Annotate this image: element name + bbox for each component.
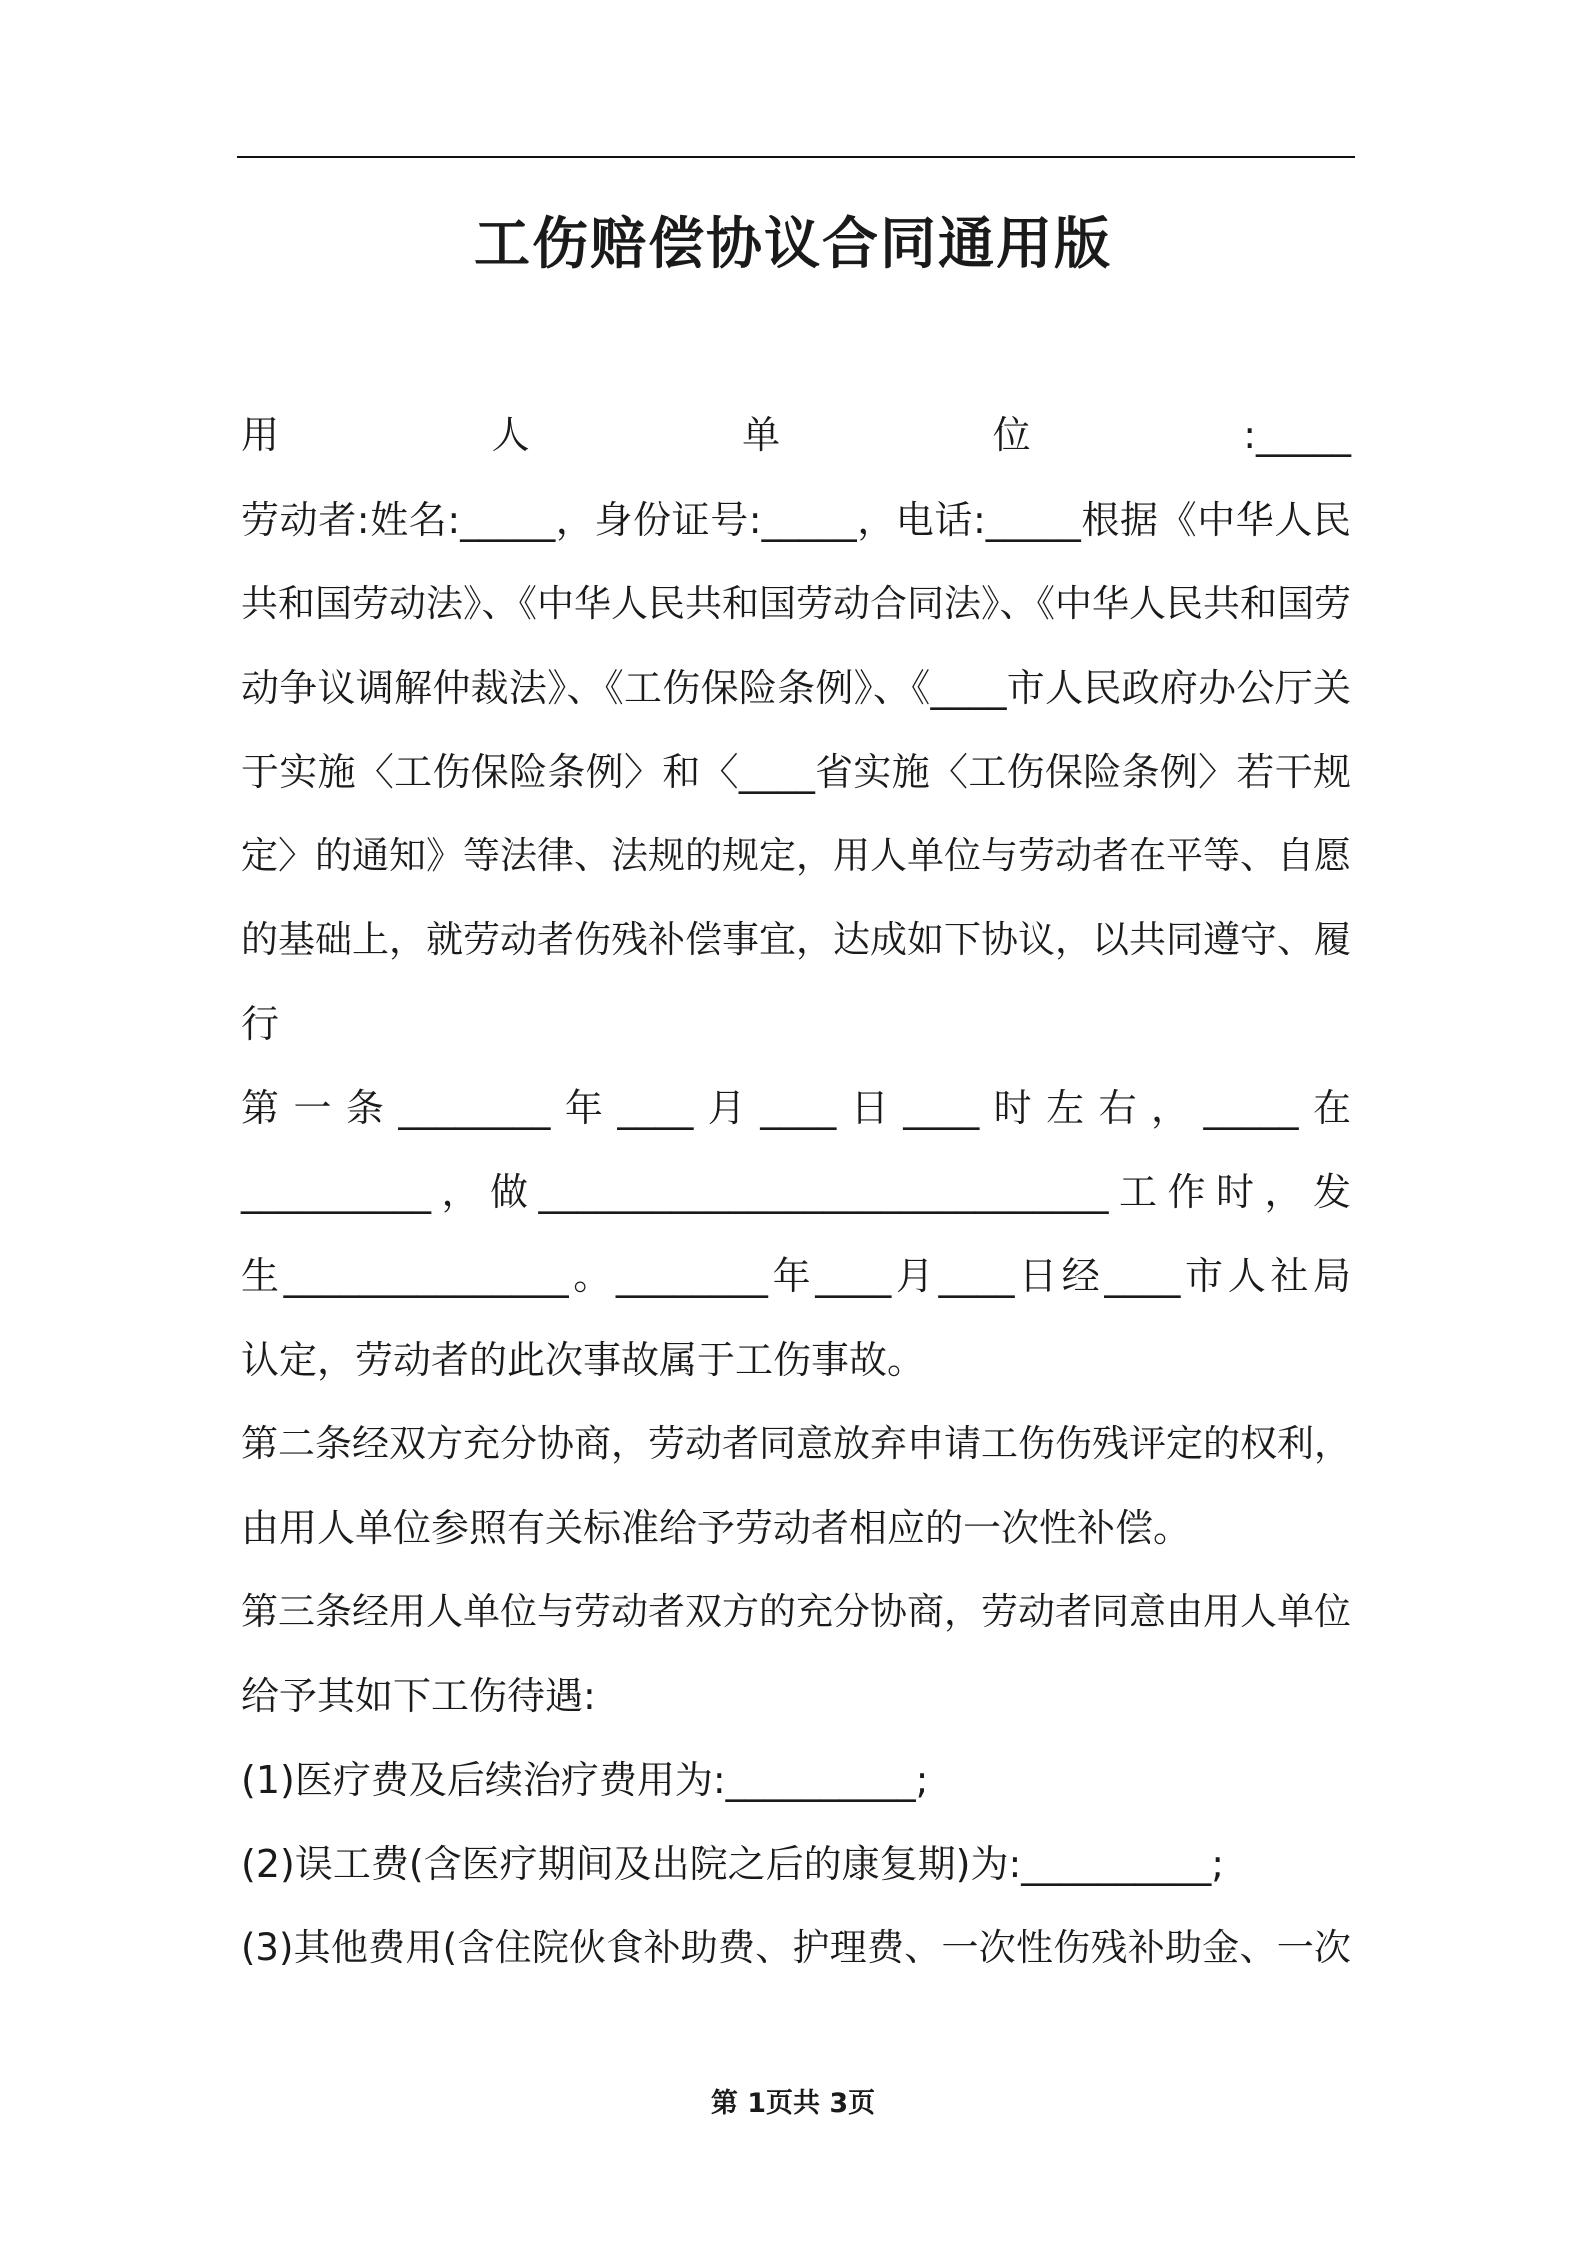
article-1-line: 生_______________。________年____月____日经____市人社局 <box>241 1254 1351 1298</box>
body-line: 劳动者:姓名:_____，身份证号:_____，电话:_____根据《中华人民 <box>241 498 1351 542</box>
article-2-line: 第二条经双方充分协商，劳动者同意放弃申请工伤伤残评定的权利， <box>241 1422 1351 1465</box>
article-3-line: 给予其如下工伤待遇: <box>241 1674 596 1718</box>
body-line: 共和国劳动法》、《中华人民共和国劳动合同法》、《中华人民共和国劳 <box>241 582 1351 625</box>
article-1-line: 第一条________年____月____日____时左右，_____在 <box>241 1086 1351 1130</box>
body-line: 用人单位:_____ <box>241 413 1351 457</box>
list-item-1: (1)医疗费及后续治疗费用为:__________; <box>241 1758 929 1802</box>
body-line: 行 <box>241 1002 280 1046</box>
body-line: 动争议调解仲裁法》、《工伤保险条例》、《____市人民政府办公厅关 <box>241 666 1351 710</box>
article-3-line: 第三条经用人单位与劳动者双方的充分协商，劳动者同意由用人单位 <box>241 1590 1351 1633</box>
body-line: 的基础上，就劳动者伤残补偿事宜，达成如下协议，以共同遵守、履 <box>241 918 1351 961</box>
article-1-line: 认定，劳动者的此次事故属于工伤事故。 <box>241 1338 926 1382</box>
article-1-line: __________，做______________________________工作时，发 <box>241 1170 1351 1214</box>
list-item-2: (2)误工费(含医疗期间及出院之后的康复期)为:__________; <box>241 1842 1225 1886</box>
list-item-3: (3)其他费用(含住院伙食补助费、护理费、一次性伤残补助金、一次 <box>241 1926 1351 1969</box>
body-line: 定〉的通知》等法律、法规的规定，用人单位与劳动者在平等、自愿 <box>241 834 1351 877</box>
article-2-line: 由用人单位参照有关标准给予劳动者相应的一次性补偿。 <box>241 1506 1192 1550</box>
document-title: 工伤赔偿协议合同通用版 <box>474 212 1112 277</box>
header-rule <box>237 156 1355 158</box>
body-line: 于实施〈工伤保险条例〉和〈____省实施〈工伤保险条例〉若干规 <box>241 750 1351 794</box>
page-number: 第 1页共 3页 <box>710 2088 876 2119</box>
